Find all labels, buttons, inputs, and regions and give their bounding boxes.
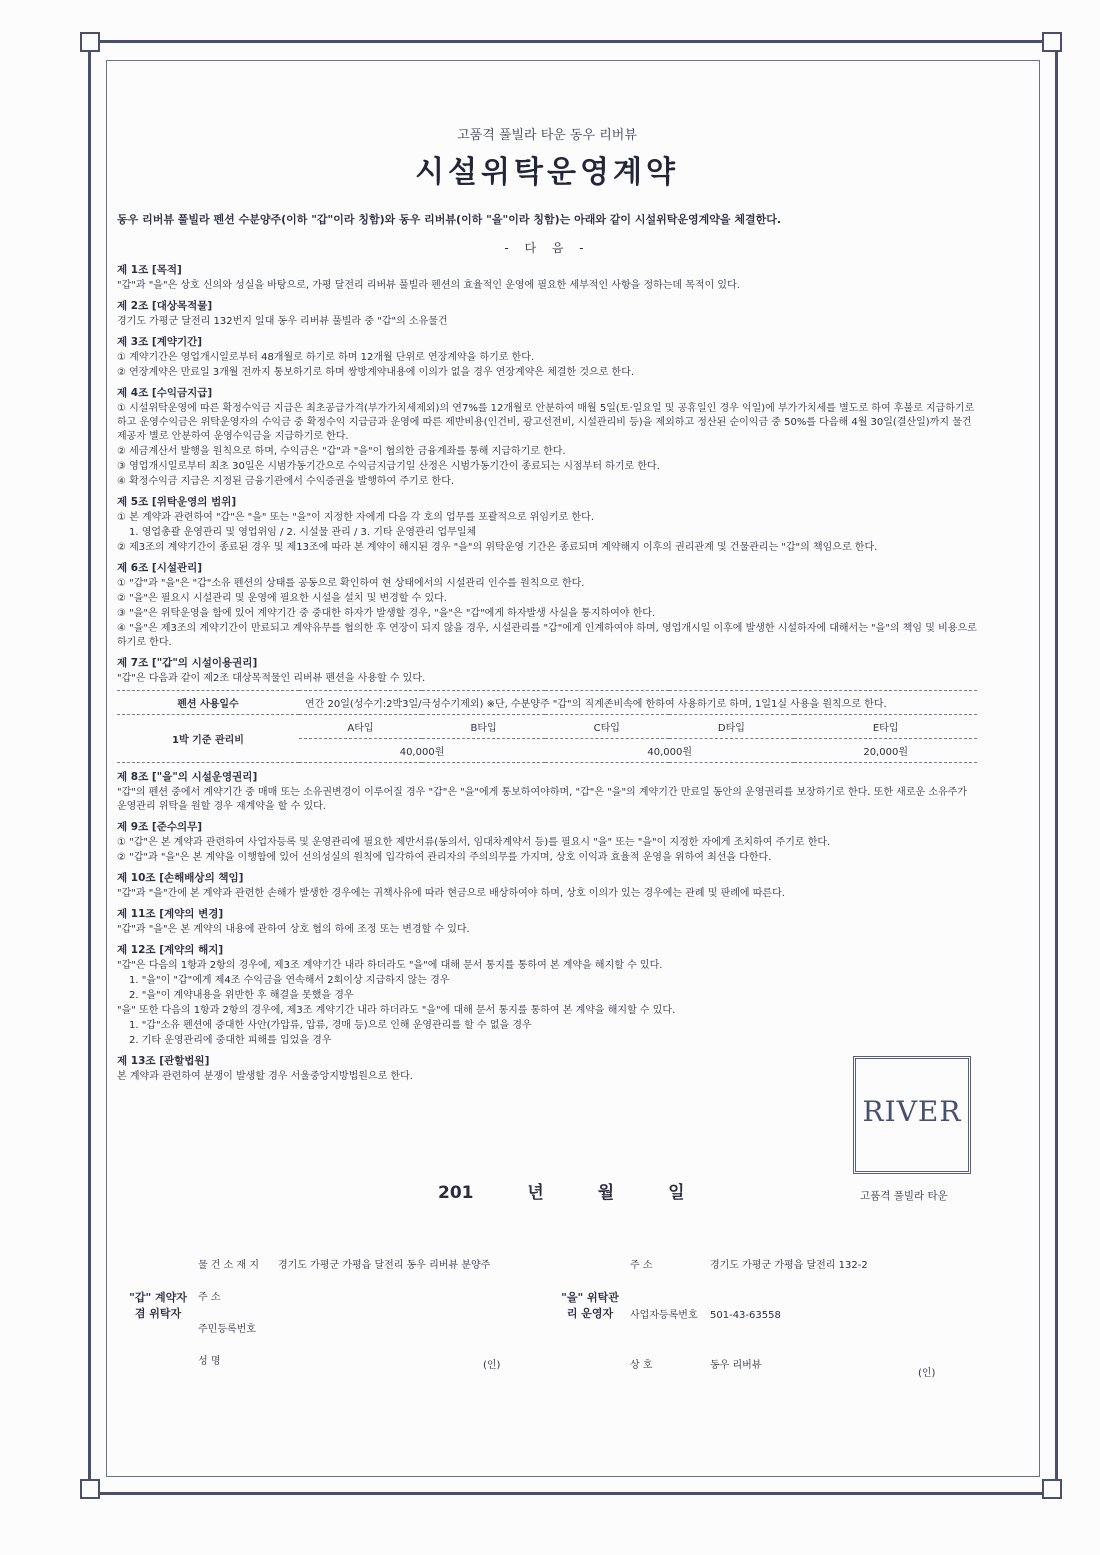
type-c: C타입 [545,715,668,739]
separator: - 다 음 - [504,241,590,255]
document-subtitle: 고품격 풀빌라 타운 동우 리버뷰 [457,128,637,143]
article-line: "갑"은 다음의 1항과 2항의 경우에, 제3조 계약기간 내라 하더라도 "을"에 대해 문서 통지를 통하여 본 계약을 해지할 수 있다. [117,960,663,971]
article-line: 1. "을"이 "갑"에게 제4조 수익금을 연속해서 2회이상 지급하지 않는 경우 [129,975,450,986]
articles-section [117,262,977,686]
article-line: ① 본 계약과 관련하여 "갑"은 "을" 또는 "을"이 지정한 자에게 다음 각 호의 업무를 포괄적으로 위임키로 한다. [117,512,595,523]
article-line: ② 연장계약은 만료일 3개월 전까지 통보하기로 하며 쌍방계약내용에 이의가 없을 경우 연장계약은 체결한 것으로 한다. [117,367,635,378]
article-line: "을" 또한 다음의 1항과 2항의 경우에, 제3조 계약기간 내라 하더라도 "을"에 대해 문서 통지를 통하여 본 계약을 해지할 수 있다. [117,1005,676,1016]
corner-ornament [80,32,100,52]
corner-ornament [1042,32,1062,52]
intro-paragraph: 동우 리버뷰 풀빌라 펜션 수분양주(이하 "갑"이라 칭함)와 동우 리버뷰(이하 "을"이라 칭함)는 아래와 같이 시설위탁운영계약을 체결한다. [117,213,781,226]
article-line: "갑"은 다음과 같이 제2조 대상목적물인 리버뷰 펜션을 사용할 수 있다. [117,673,426,684]
article-line: ④ 확정수익금 지급은 지정된 금융기관에서 수익증권을 발행하여 주기로 한다. [117,476,455,487]
type-a: A타입 [299,715,422,739]
article-line: 1. 영업총괄 운영관리 및 영업위임 / 2. 시설물 관리 / 3. 기타 운영관리 업무일체 [129,527,477,538]
article-heading: 제 12조 [계약의 해지] [117,944,224,956]
fee-table [117,690,977,763]
b-row: 주 소 경기도 가평군 가평읍 달전리 132-2 [630,1260,868,1271]
article-heading: 제 11조 [계약의 변경] [117,908,224,920]
party-b-seal: (인) [918,1368,936,1379]
article-line: 2. "을"이 계약내용을 위반한 후 해결을 못했을 경우 [129,990,354,1001]
fee-label: 1박 기준 관리비 [117,715,299,763]
article-line: "갑"과 "을"간에 본 계약과 관련한 손해가 발생한 경우에는 귀책사유에 따라 현금으로 배상하여야 하며, 상호 이의가 있는 경우에는 관례 및 판례에 따른다. [117,888,785,899]
article-heading: 제 3조 [계약기간] [117,336,203,348]
article-line: ① "갑"은 본 계약과 관련하여 사업자등록 및 운영관리에 필요한 제반서류(동의서, 임대차계약서 등)를 필요시 "을" 또는 "을"이 지정한 자에게 조치하여 주기로 한다. [117,837,831,848]
a-row: 주 소 [198,1292,221,1303]
article-line: ② "을"은 필요시 시설관리 및 운영에 필요한 시설을 설치 및 변경할 수 있다. [117,593,447,604]
article-line: "갑"의 펜션 중에서 계약기간 중 매매 또는 소유권변경이 이루어질 경우 "갑"은 "을"에게 통보하여야하며, "갑"은 "을"의 계약기간 만료일 동안의 운영권리를 보장하기로 한다. 또한 새로운 소유주가 운영관리 위탁을 원할 경우 재계약을 할 수 있다. [117,787,967,812]
b-row: 상 호 동우 리버뷰 [630,1360,762,1371]
article-line: "갑"과 "을"은 본 계약의 내용에 관하여 상호 협의 하에 조정 또는 변경할 수 있다. [117,924,470,935]
article-heading: 제 5조 [위탁운영의 범위] [117,496,237,508]
party-a-label: "갑" 계약자 겸 위탁자 [129,1291,187,1320]
corner-ornament [1042,1479,1062,1499]
article-line: 본 계약과 관련하여 분쟁이 발생할 경우 서울중앙지방법원으로 한다. [117,1071,413,1082]
article-heading: 제 8조 ["을"의 시설운영권리] [117,771,258,783]
article-line: ② "갑"과 "을"은 본 계약을 이행함에 있어 선의성실의 원칙에 입각하여 관리자의 주의의무를 가지며, 상호 이익과 효율적 운영을 위하여 최선을 다한다. [117,852,772,863]
a-row: 주민등록번호 [198,1324,256,1335]
article-heading: 제 7조 ["갑"의 시설이용권리] [117,657,258,669]
logo-caption: 고품격 풀빌라 타운 [860,1190,948,1202]
contract-date: 201 년 월 일 [438,1183,685,1203]
corner-ornament [80,1479,100,1499]
article-line: ① 시설위탁운영에 따른 확정수익금 지급은 최초공급가격(부가가치세제외)의 연7%를 12개월로 안분하여 매월 5일(토·일요일 및 공휴일인 경우 익일)에 부가가치세를 별도로 하여 후불로 지급하기로 하고 운영수익금은 위탁운영자의 수익금 중 확정수익 지급금과 운영에 따른 제반비용(인건비, 광고선전비, 시설관리비 등)을 제외하고 정산된 순이익금 중 50%를 다음해 4월 30일(결산일)까지 물건제공자 별로 안분하여 운영수익금을 지급하기로 한다. [117,403,975,442]
party-a-seal: (인) [483,1360,501,1371]
usage-text: 연간 20일(성수기:2박3일/극성수기제외) ※단, 수분양주 "갑"의 직계존비속에 한하여 사용하기로 하며, 1일1실 사용을 원칙으로 한다. [299,691,977,715]
river-logo [853,1056,971,1174]
document-title: 시설위탁운영계약 [415,155,679,190]
article-line: ④ "을"은 제3조의 계약기간이 만료되고 계약유무를 협의한 후 연장이 되지 않을 경우, 시설관리를 "갑"에게 인계하여야 하며, 영업개시일 이후에 발생한 시설하자에 대해서는 "을"의 책임 및 비용으로 하기로 한다. [117,623,977,648]
type-b: B타입 [422,715,545,739]
article-line: 경기도 가평군 달전리 132번지 일대 동우 리버뷰 풀빌라 중 "갑"의 소유물건 [117,316,448,327]
article-line: 2. 기타 운영관리에 중대한 피해를 입었을 경우 [129,1035,332,1046]
type-d: D타입 [669,715,795,739]
article-heading: 제 4조 [수익금지급] [117,387,213,399]
a-row: 성 명 [198,1356,221,1367]
articles-section-2 [117,769,977,1084]
article-line: ③ "을"은 위탁운영을 함에 있어 계약기간 중 중대한 하자가 발생할 경우, "을"은 "갑"에게 하자발생 사실을 통지하여야 한다. [117,608,656,619]
article-heading: 제 1조 [목적] [117,264,182,276]
article-line: "갑"과 "을"은 상호 신의와 성실을 바탕으로, 가평 달전리 리버뷰 풀빌라 펜션의 효율적인 운영에 필요한 세부적인 사항을 정하는데 목적이 있다. [117,280,740,291]
logo-mark: RIVER [862,1095,962,1128]
article-heading: 제 9조 [준수의무] [117,821,203,833]
article-heading: 제 10조 [손해배상의 책임] [117,872,244,884]
contract-body [117,118,977,1085]
article-line: ③ 영업개시일로부터 최초 30일은 시범가동기간으로 수익금지급기일 산정은 시범가동기간이 종료되는 시점부터 하기로 한다. [117,461,660,472]
a-row: 물 건 소 재 지 경기도 가평군 가평읍 달전리 동우 리버뷰 분양주 [198,1260,491,1271]
b-row: 사업자등록번호 501-43-63558 [630,1310,781,1321]
article-line: ① 계약기간은 영업개시일로부터 48개월로 하기로 하며 12개월 단위로 연장계약을 하기로 한다. [117,352,535,363]
article-line: ① "갑"과 "을"은 "갑"소유 펜션의 상태를 공동으로 확인하여 현 상태에서의 시설관리 인수를 원칙으로 한다. [117,578,585,589]
article-heading: 제 6조 [시설관리] [117,562,203,574]
fee-e: 20,000원 [794,739,977,763]
fee-cd: 40,000원 [545,739,794,763]
article-line: 1. "갑"소유 펜션에 중대한 사안(가압류, 압류, 경매 등)으로 인해 운영관리를 할 수 없을 경우 [129,1020,532,1031]
article-line: ② 제3조의 계약기간이 종료된 경우 및 제13조에 따라 본 계약이 해지된 경우 "을"의 위탁운영 기간은 종료되며 계약해지 이후의 권리관계 및 건물관리는 "갑"의 책임으로 한다. [117,542,878,553]
article-heading: 제 13조 [관할법원] [117,1055,210,1067]
article-heading: 제 2조 [대상목적물] [117,300,213,312]
fee-ab: 40,000원 [299,739,545,763]
usage-label: 펜션 사용일수 [117,691,299,715]
party-b-label: "을" 위탁관리 운영자 [561,1291,619,1320]
type-e: E타입 [794,715,977,739]
article-line: ② 세금계산서 발행을 원칙으로 하며, 수익금은 "갑"과 "을"이 협의한 금융계좌를 통해 지급하기로 한다. [117,446,566,457]
